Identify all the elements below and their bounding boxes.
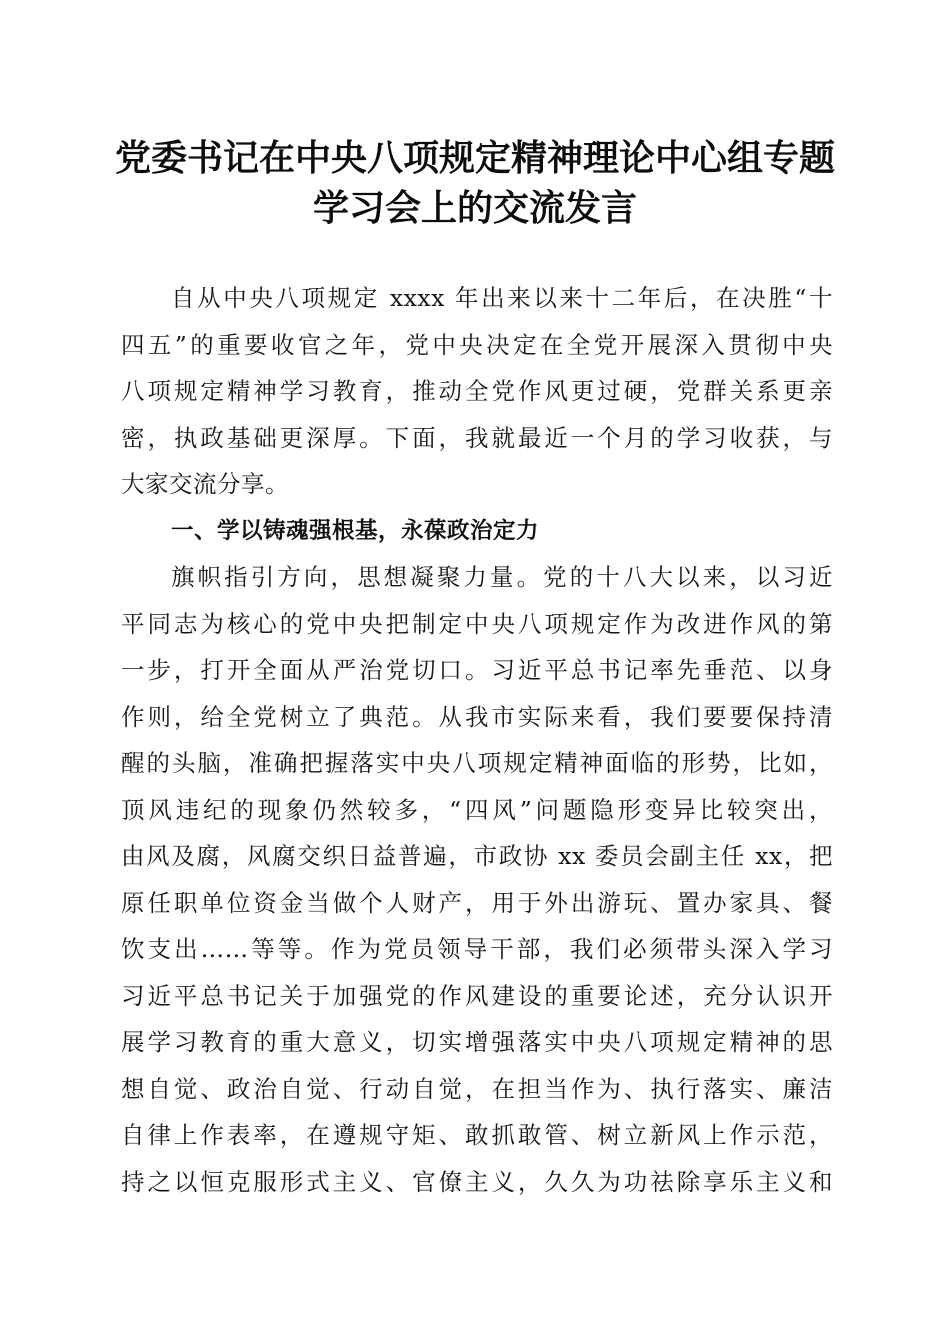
paragraph-line: 平同志为核心的党中央把制定中央八项规定作为改进作风的第 <box>121 609 833 638</box>
paragraph-line: 自从中央八项规定 xxxx 年出来以来十二年后，在决胜“十 <box>171 284 833 312</box>
paragraph-line: 密，执政基础更深厚。下面，我就最近一个月的学习收获，与 <box>121 423 833 452</box>
paragraph-line: 习近平总书记关于加强党的作风建设的重要论述，充分认识开 <box>121 981 833 1010</box>
paragraph-line: 饮支出……等等。作为党员领导干部，我们必须带头深入学习 <box>121 935 833 963</box>
title-line-2: 学习会上的交流发言 <box>312 187 637 229</box>
paragraph-line: 想自觉、政治自觉、行动自觉，在担当作为、执行落实、廉洁 <box>121 1074 833 1103</box>
paragraph-line: 原任职单位资金当做个人财产，用于外出游玩、置办家具、餐 <box>121 888 833 917</box>
document-body <box>121 275 833 1205</box>
paragraph-line: 醒的头脑，准确把握落实中央八项规定精神面临的形势，比如， <box>121 749 833 777</box>
paragraph-line: 四五”的重要收官之年，党中央决定在全党开展深入贯彻中央 <box>121 330 833 359</box>
paragraph-intro <box>121 275 833 508</box>
paragraph-line: 顶风违纪的现象仍然较多，“四风”问题隐形变异比较突出， <box>121 795 833 824</box>
paragraph-line: 由风及腐，风腐交织日益普遍，市政协 xx 委员会副主任 xx，把 <box>121 842 833 870</box>
section-heading-1: 一、学以铸魂强根基，永葆政治定力 <box>171 517 540 544</box>
paragraph-line: 持之以恒克服形式主义、官僚主义，久久为功祛除享乐主义和 <box>121 1167 833 1196</box>
paragraph-line: 展学习教育的重大意义，切实增强落实中央八项规定精神的思 <box>121 1028 833 1056</box>
paragraph-line: 八项规定精神学习教育，推动全党作风更过硬，党群关系更亲 <box>121 377 833 405</box>
paragraph-line: 大家交流分享。 <box>121 470 289 498</box>
title-line-1: 党委书记在中央八项规定精神理论中心组专题 <box>114 137 835 179</box>
paragraph-line: 旗帜指引方向，思想凝聚力量。党的十八大以来，以习近 <box>171 563 833 591</box>
paragraph-line: 自律上作表率，在遵规守矩、敢抓敢管、树立新风上作示范， <box>121 1121 833 1149</box>
paragraph-line: 一步，打开全面从严治党切口。习近平总书记率先垂范、以身 <box>121 656 833 684</box>
paragraph-line: 作则，给全党树立了典范。从我市实际来看，我们要要保持清 <box>121 702 833 731</box>
paragraph-section-1 <box>121 554 833 1205</box>
document-title <box>100 133 850 233</box>
